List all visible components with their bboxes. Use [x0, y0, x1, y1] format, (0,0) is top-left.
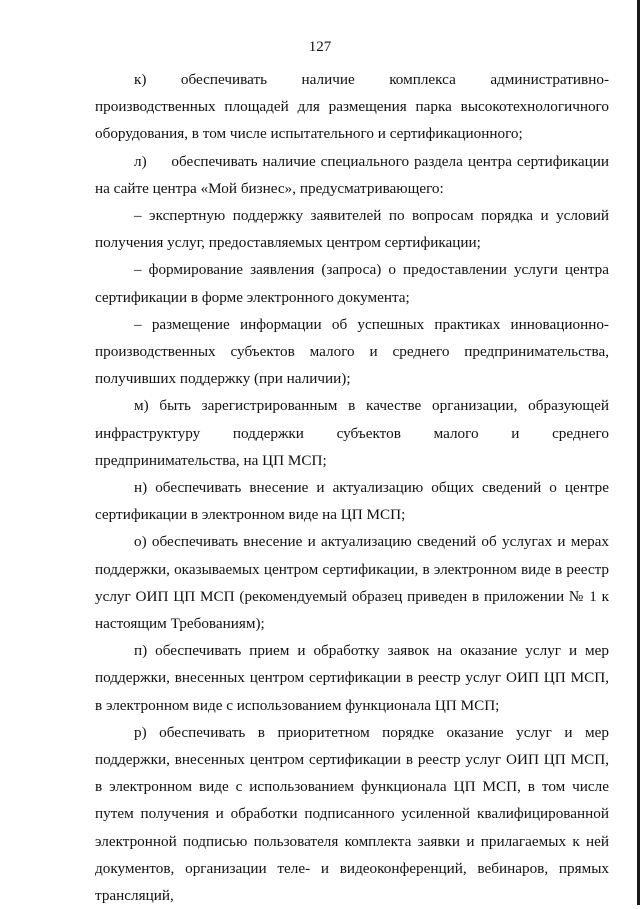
list-item-expert-support: – экспертную поддержку заявителей по вопросам порядка и условий получения услуг, предоставляемых центром сертификации;	[95, 207, 609, 252]
paragraph-o: о) обеспечивать внесение и актуализацию сведений об услугах и мерах поддержки, оказываемых центром сертификации, в электронном виде в реестр услуг ОИП ЦП МСП (рекомендуемый образец приведен в приложении № 1 к настоящим Требованиям);	[95, 533, 609, 633]
list-item-success-practices: – размещение информации об успешных практиках инновационно-производственных субъектов малого и среднего предпринимательства, получивших поддержку (при наличии);	[95, 315, 609, 388]
document-body	[95, 66, 609, 909]
paragraph-n: н) обеспечивать внесение и актуализацию общих сведений о центре сертификации в электронном виде на ЦП МСП;	[95, 479, 609, 524]
paragraph-m: м) быть зарегистрированным в качестве организации, образующей инфраструктуру поддержки субъектов малого и среднего предпринимательства, на ЦП МСП;	[95, 397, 609, 469]
page-number: 127	[308, 39, 332, 55]
paragraph-p: п) обеспечивать прием и обработку заявок на оказание услуг и мер поддержки, внесенных центром сертификации в реестр услуг ОИП ЦП МСП, в электронном виде с использованием функционала ЦП МСП;	[95, 642, 609, 714]
paragraph-k: к) обеспечивать наличие комплекса административно-производственных площадей для размещения парка высокотехнологичного оборудования, в том числе испытательного и сертификационного;	[95, 71, 609, 143]
paragraph-l: л) обеспечивать наличие специального раздела центра сертификации на сайте центра «Мой бизнес», предусматривающего:	[95, 152, 609, 197]
list-item-application-form: – формирование заявления (запроса) о предоставлении услуги центра сертификации в форме электронного документа;	[95, 261, 609, 306]
paragraph-r: р) обеспечивать в приоритетном порядке оказание услуг и мер поддержки, внесенных центром сертификации в реестр услуг ОИП ЦП МСП, в электронном виде с использованием функционала ЦП МСП, в том числе путем получения и обработки подписанного усиленной квалифицированной электронной подписью пользователя комплекта заявки и прилагаемых к ней документов, организации теле- и видеоконференций, вебинаров, прямых трансляций,	[95, 723, 609, 905]
